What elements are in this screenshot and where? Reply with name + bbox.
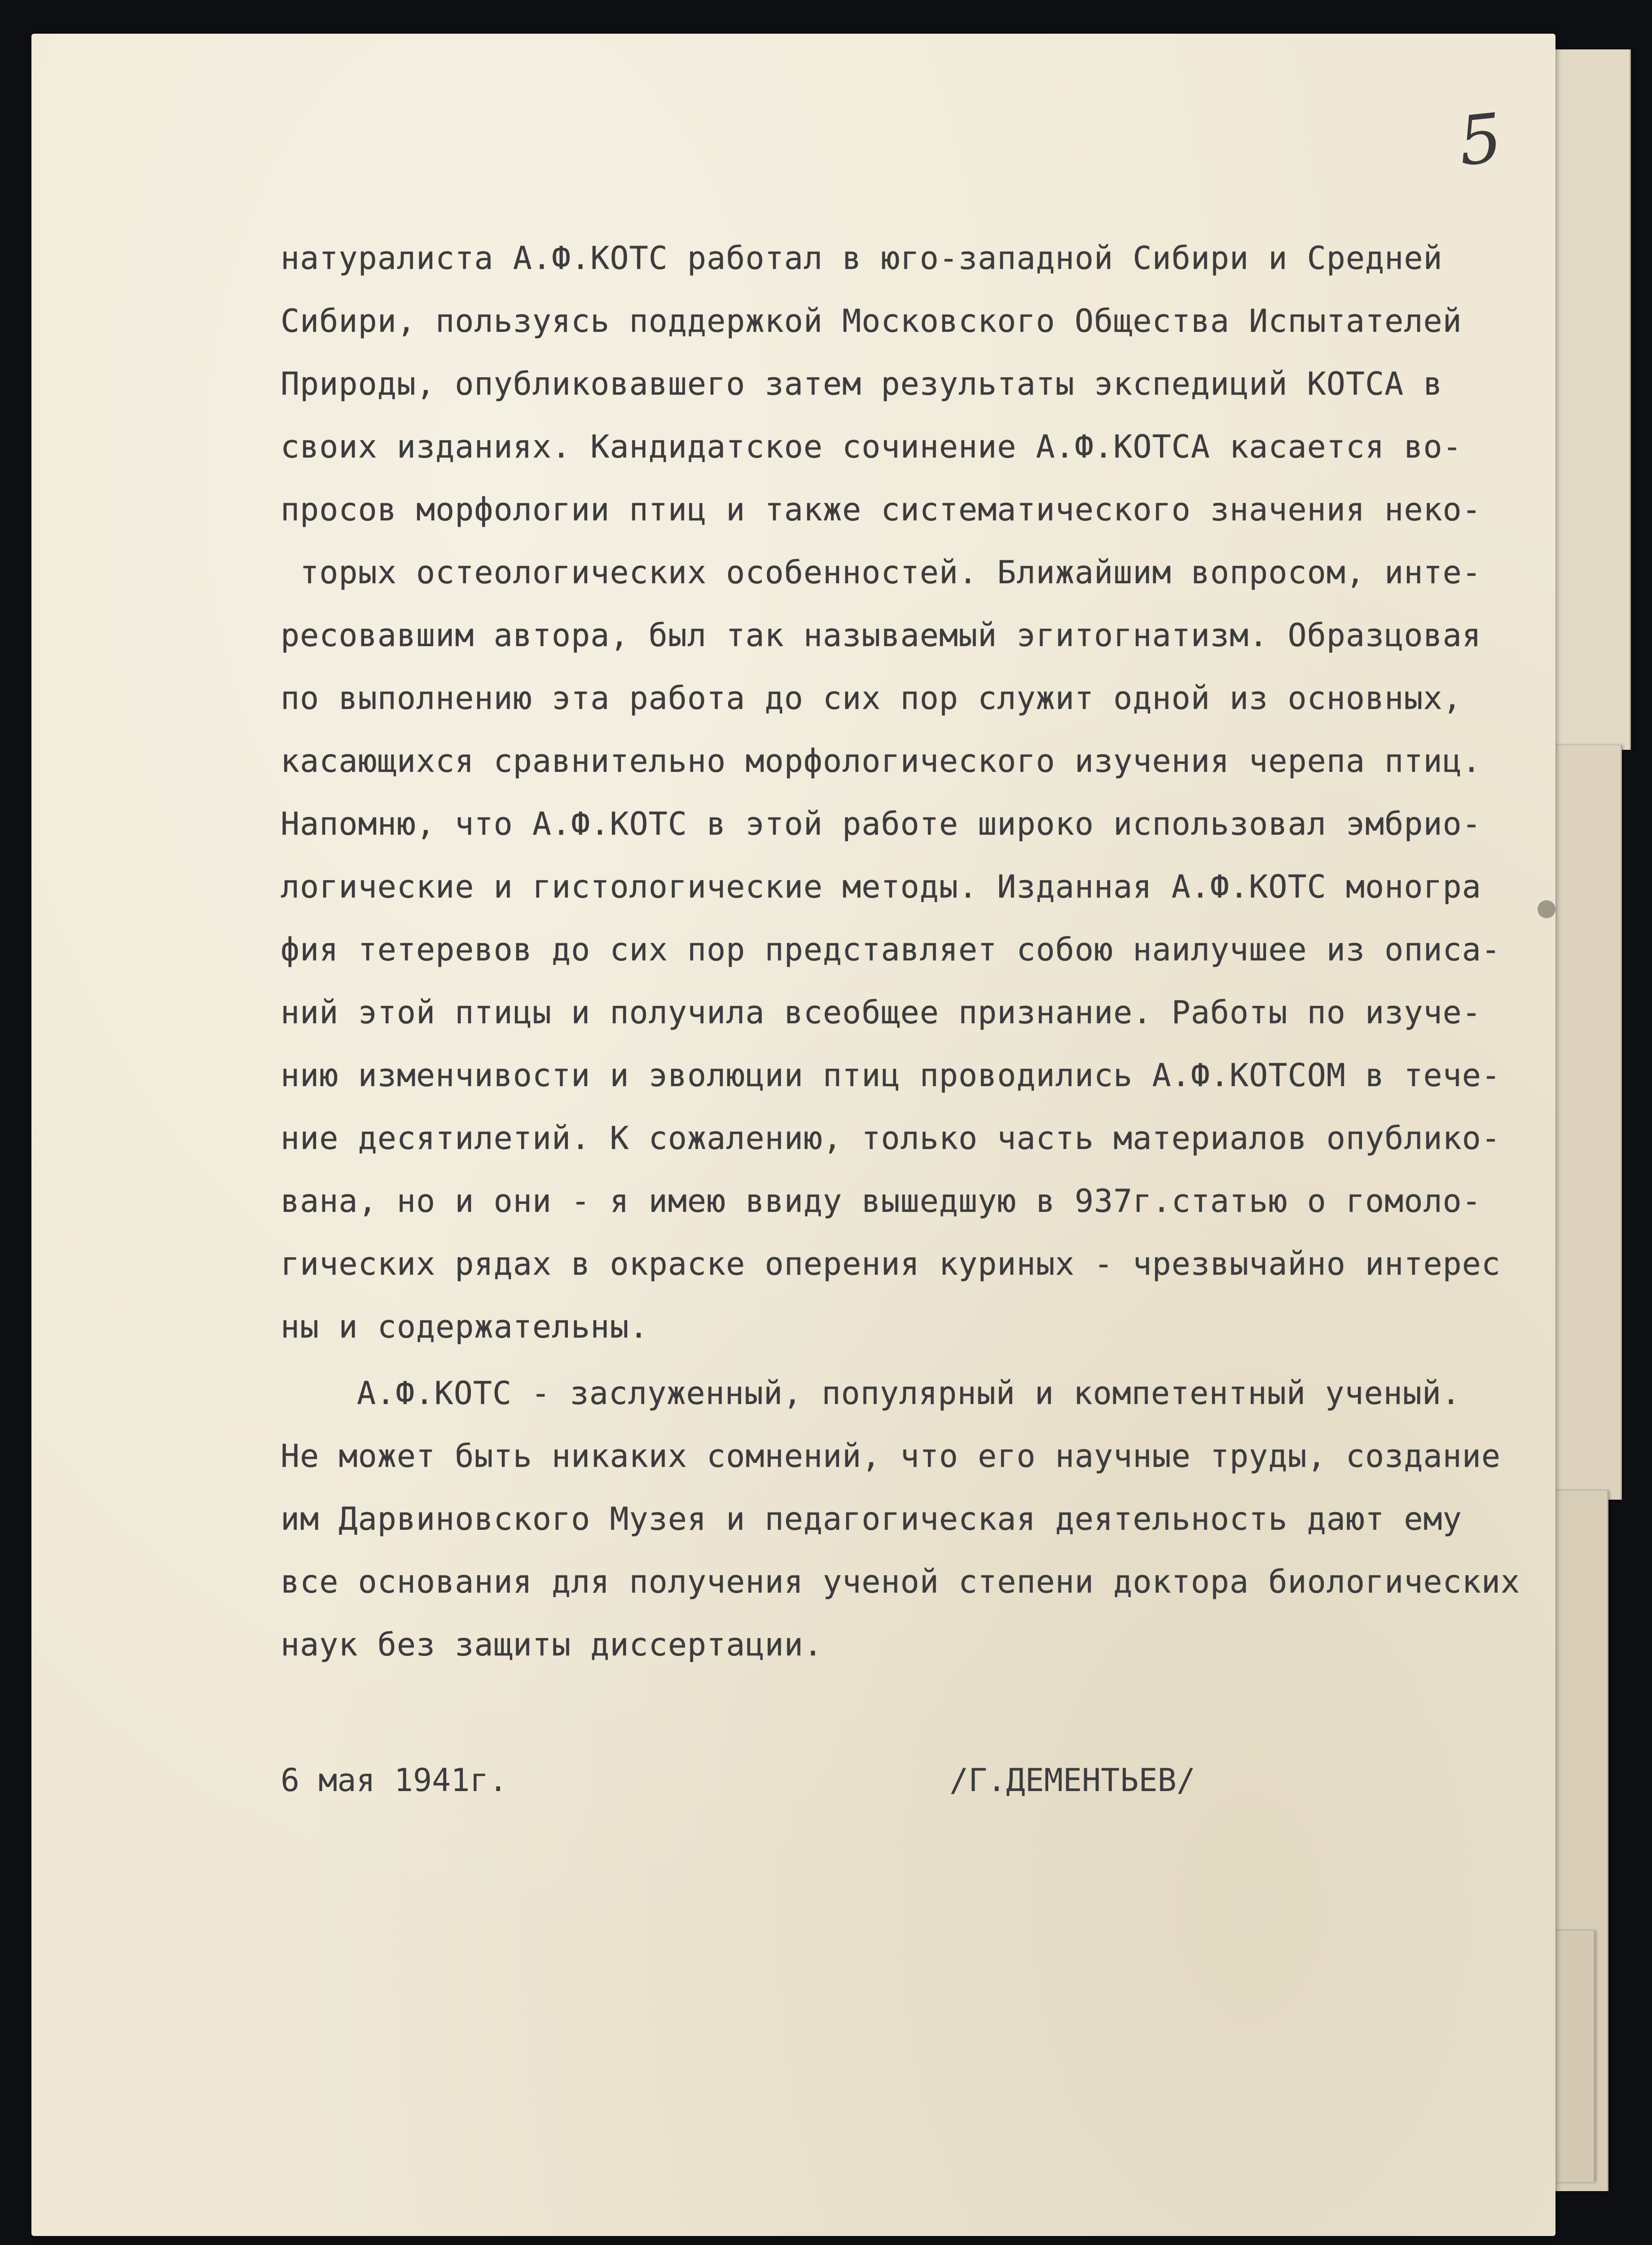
closing-line: А.Ф.КОТС - заслуженный, популярный и компетентный ученый.: [357, 1375, 1461, 1412]
body-line: вана, но и они - я имею ввиду вышедшую в 937г.статью о гомоло-: [281, 1183, 1481, 1219]
body-line: по выполнению эта работа до сих пор служит одной из основных,: [281, 680, 1462, 717]
letter-body: [281, 227, 1582, 1676]
body-line: торых остеологических особенностей. Ближайшим вопросом, инте-: [281, 554, 1481, 591]
body-line: Природы, опубликовавшего затем результаты экспедиций КОТСА в: [281, 365, 1443, 402]
body-line: ны и содержательны.: [281, 1308, 649, 1345]
body-line: своих изданиях. Кандидатское сочинение А.Ф.КОТСА касается во-: [281, 428, 1462, 465]
body-line: логические и гистологические методы. Изданная А.Ф.КОТС моногра: [281, 868, 1481, 905]
body-line: натуралиста А.Ф.КОТС работал в юго-западной Сибири и Средней: [281, 240, 1443, 277]
closing-line: Не может быть никаких сомнений, что его научные труды, создание: [281, 1438, 1501, 1475]
body-line: Напомню, что А.Ф.КОТС в этой работе широко использовал эмбрио-: [281, 806, 1481, 842]
body-line: Сибири, пользуясь поддержкой Московского Общества Испытателей: [281, 303, 1462, 339]
pencil-dot-mark: [1538, 900, 1555, 918]
signature: /Г.ДЕМЕНТЬЕВ/: [949, 1762, 1195, 1799]
document-page: [31, 34, 1555, 2236]
body-line: ние десятилетий. К сожалению, только часть материалов опублико-: [281, 1120, 1501, 1157]
body-line: нию изменчивости и эволюции птиц проводились А.Ф.КОТСОМ в тече-: [281, 1057, 1501, 1094]
closing-line: все основания для получения ученой степени доктора биологических: [281, 1563, 1520, 1600]
body-line: ресовавшим автора, был так называемый эгитогнатизм. Образцовая: [281, 617, 1481, 654]
closing-line: наук без защиты диссертации.: [281, 1626, 823, 1663]
body-line: ний этой птицы и получила всеобщее признание. Работы по изуче-: [281, 994, 1481, 1031]
body-line: просов морфологии птиц и также систематического значения неко-: [281, 491, 1481, 528]
body-line: гических рядах в окраске оперения куриных - чрезвычайно интерес: [281, 1246, 1501, 1282]
body-line: касающихся сравнительно морфологического изучения черепа птиц.: [281, 743, 1481, 779]
letter-date: 6 мая 1941г.: [281, 1762, 508, 1799]
page-number: 5: [1455, 99, 1506, 181]
body-line: фия тетеревов до сих пор представляет собою наилучшее из описа-: [281, 931, 1501, 968]
closing-line: им Дарвиновского Музея и педагогическая деятельность дают ему: [281, 1501, 1462, 1537]
